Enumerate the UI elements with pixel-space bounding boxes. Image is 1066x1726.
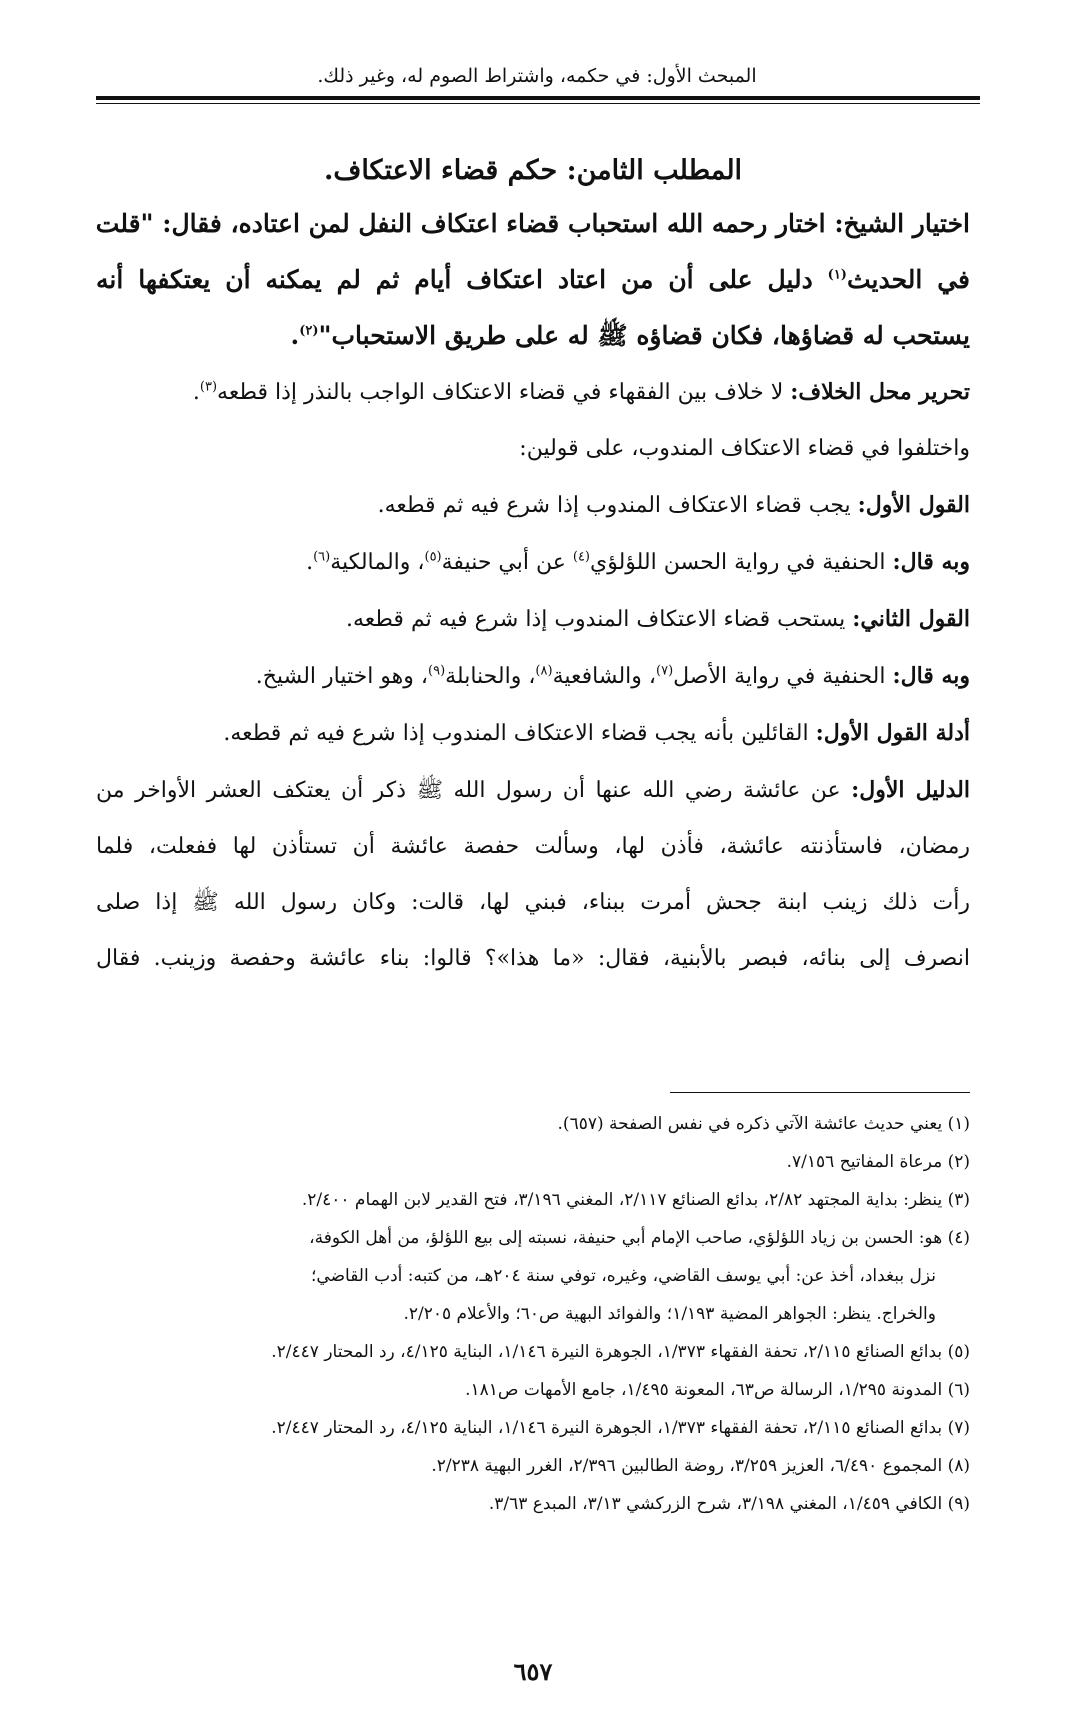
qawl-1-label: القول الأول: (857, 492, 970, 518)
bihi-qal-2-line (96, 648, 970, 705)
sheikh-choice-line-2 (96, 252, 970, 308)
footnote-ref[interactable]: (٩) (428, 663, 446, 679)
sheikh-choice-line-1 (96, 196, 970, 252)
dalil-1-line-3: رأت ذلك زينب ابنة جحش أمرت ببناء، فبني لها، قالت: وكان رسول الله ﷺ إذا صلى (96, 890, 970, 915)
footnote-2: (٢) مرعاة المفاتيح ٧/١٥٦. (786, 1152, 970, 1172)
main-text (96, 150, 970, 987)
footnote-ref[interactable]: (٥) (424, 549, 442, 565)
footnote-separator (670, 1092, 970, 1093)
footnote-3: (٣) ينظر: بداية المجتهد ٢/٨٢، بدائع الصنائع ٢/١١٧، المغني ٣/١٩٦، فتح القدير لابن الهمام ٢/٤٠٠. (301, 1190, 970, 1210)
bihi-qal-1-text: عن أبي حنيفة (441, 550, 573, 575)
adilla-label: أدلة القول الأول: (815, 720, 970, 746)
sheikh-choice-line-3 (96, 308, 970, 364)
qawl-2-label: القول الثاني: (852, 606, 970, 632)
bihi-qal-2-text: ، والشافعية (552, 664, 656, 689)
period: . (290, 321, 300, 350)
footnote-5: (٥) بدائع الصنائع ٢/١١٥، تحفة الفقهاء ١/٣٧٣، الجوهرة النيرة ١/١٤٦، البناية ٤/١٢٥، رد المحتار ٢/٤٤٧. (271, 1342, 970, 1362)
section-title: المطلب الثامن: حكم قضاء الاعتكاف. (323, 155, 743, 186)
page-number: ٦٥٧ (513, 1657, 553, 1686)
footnote-ref[interactable]: (٢) (299, 323, 319, 339)
footnote-8: (٨) المجموع ٦/٤٩٠، العزيز ٣/٢٥٩، روضة الطالبين ٢/٣٩٦، الغرر البهية ٢/٢٣٨. (431, 1456, 970, 1476)
dalil-1-line-1 (96, 762, 970, 819)
bihi-qal-2-label: وبه قال: (892, 663, 970, 689)
footnote-1: (١) يعني حديث عائشة الآتي ذكره في نفس الصفحة (٦٥٧). (557, 1114, 970, 1134)
bihi-qal-2-text: ، وهو اختيار الشيخ. (255, 664, 428, 689)
sheikh-choice-label: اختيار الشيخ: (834, 209, 970, 238)
footnote-4-continued: نزل ببغداد، أخذ عن: أبي يوسف القاضي، وغيره، توفي سنة ٢٠٤هـ، من كتبه: أدب القاضي؛ (311, 1266, 936, 1286)
sheikh-choice-text-1: اختار رحمه الله استحباب قضاء اعتكاف النفل لمن اعتاده، فقال: "قلت (96, 209, 826, 238)
footnote-6: (٦) المدونة ١/٢٩٥، الرسالة ص٦٣، المعونة ١/٤٩٥، جامع الأمهات ص١٨١. (465, 1380, 970, 1400)
footnotes (96, 1105, 970, 1523)
dalil-1-line-4: انصرف إلى بنائه، فبصر بالأبنية، فقال: «ما هذا»؟ قالوا: بناء عائشة وحفصة وزينب. فقال (96, 946, 970, 971)
ikhtilaf-line: واختلفوا في قضاء الاعتكاف المندوب، على قولين: (519, 436, 970, 461)
dalil-1-line-2: رمضان، فاستأذنته عائشة، فأذن لها، وسألت حفصة عائشة أن تستأذن لها ففعلت، فلما (96, 834, 970, 859)
footnote-4-continued: والخراج. ينظر: الجواهر المضية ١/١٩٣؛ والفوائد البهية ص٦٠؛ والأعلام ٢/٢٠٥. (403, 1304, 936, 1324)
footnote-9: (٩) الكافي ١/٤٥٩، المغني ٣/١٩٨، شرح الزركشي ٣/١٣، المبدع ٣/٦٣. (488, 1494, 970, 1514)
footnote-ref[interactable]: (٣) (199, 379, 218, 395)
bihi-qal-1-label: وبه قال: (892, 549, 970, 575)
adilla-text: القائلين بأنه يجب قضاء الاعتكاف المندوب إذا شرع فيه ثم قطعه. (223, 721, 816, 746)
bihi-qal-2-text: الحنفية في رواية الأصل (673, 664, 893, 689)
footnote-4: (٤) هو: الحسن بن زياد اللؤلؤي، صاحب الإمام أبي حنيفة، نسبته إلى بيع اللؤلؤ، من أهل الكوفة، (309, 1228, 970, 1248)
footnote-7: (٧) بدائع الصنائع ٢/١١٥، تحفة الفقهاء ١/٣٧٣، الجوهرة النيرة ١/١٤٦، البناية ٤/١٢٥، رد المحتار ٢/٤٤٧. (271, 1418, 970, 1438)
qawl-2-line (96, 591, 970, 648)
footnote-ref[interactable]: (٨) (535, 663, 553, 679)
sheikh-choice-text-2b: دليل على أن من اعتاد اعتكاف أيام ثم لم يمكنه أن يعتكفها أنه (96, 265, 828, 294)
qawl-1-text: يجب قضاء الاعتكاف المندوب إذا شرع فيه ثم قطعه. (377, 493, 858, 518)
bihi-qal-1-text: الحنفية في رواية الحسن اللؤلؤي (590, 550, 893, 575)
footnote-ref[interactable]: (١) (827, 267, 847, 283)
tahrir-line (96, 364, 970, 421)
qawl-1-line (96, 477, 970, 534)
period: . (192, 380, 200, 405)
adilla-line (96, 705, 970, 762)
sheikh-choice-text-3: يستحب له قضاؤها، فكان قضاؤه ﷺ له على طريق الاستحباب" (318, 321, 970, 350)
dalil-1-label: الدليل الأول: (851, 777, 970, 803)
bihi-qal-1-line (96, 534, 970, 591)
footnote-ref[interactable]: (٤) (572, 549, 590, 565)
header-rule (96, 96, 980, 100)
bihi-qal-1-text: ، والمالكية (330, 550, 425, 575)
header-rule-thin (96, 103, 980, 104)
running-header: المبحث الأول: في حكمه، واشتراط الصوم له، وغير ذلك. (317, 65, 757, 87)
qawl-2-text: يستحب قضاء الاعتكاف المندوب إذا شرع فيه ثم قطعه. (345, 607, 853, 632)
period: . (306, 550, 314, 575)
footnote-ref[interactable]: (٦) (313, 549, 331, 565)
bihi-qal-2-text: ، والحنابلة (445, 664, 536, 689)
footnote-ref[interactable]: (٧) (656, 663, 674, 679)
tahrir-text: لا خلاف بين الفقهاء في قضاء الاعتكاف الواجب بالنذر إذا قطعه (217, 380, 791, 405)
tahrir-label: تحرير محل الخلاف: (790, 379, 970, 405)
sheikh-choice-text-2a: في الحديث (846, 265, 970, 294)
dalil-1-text: عن عائشة رضي الله عنها أن رسول الله ﷺ ذكر أن يعتكف العشر الأواخر من (96, 778, 852, 803)
